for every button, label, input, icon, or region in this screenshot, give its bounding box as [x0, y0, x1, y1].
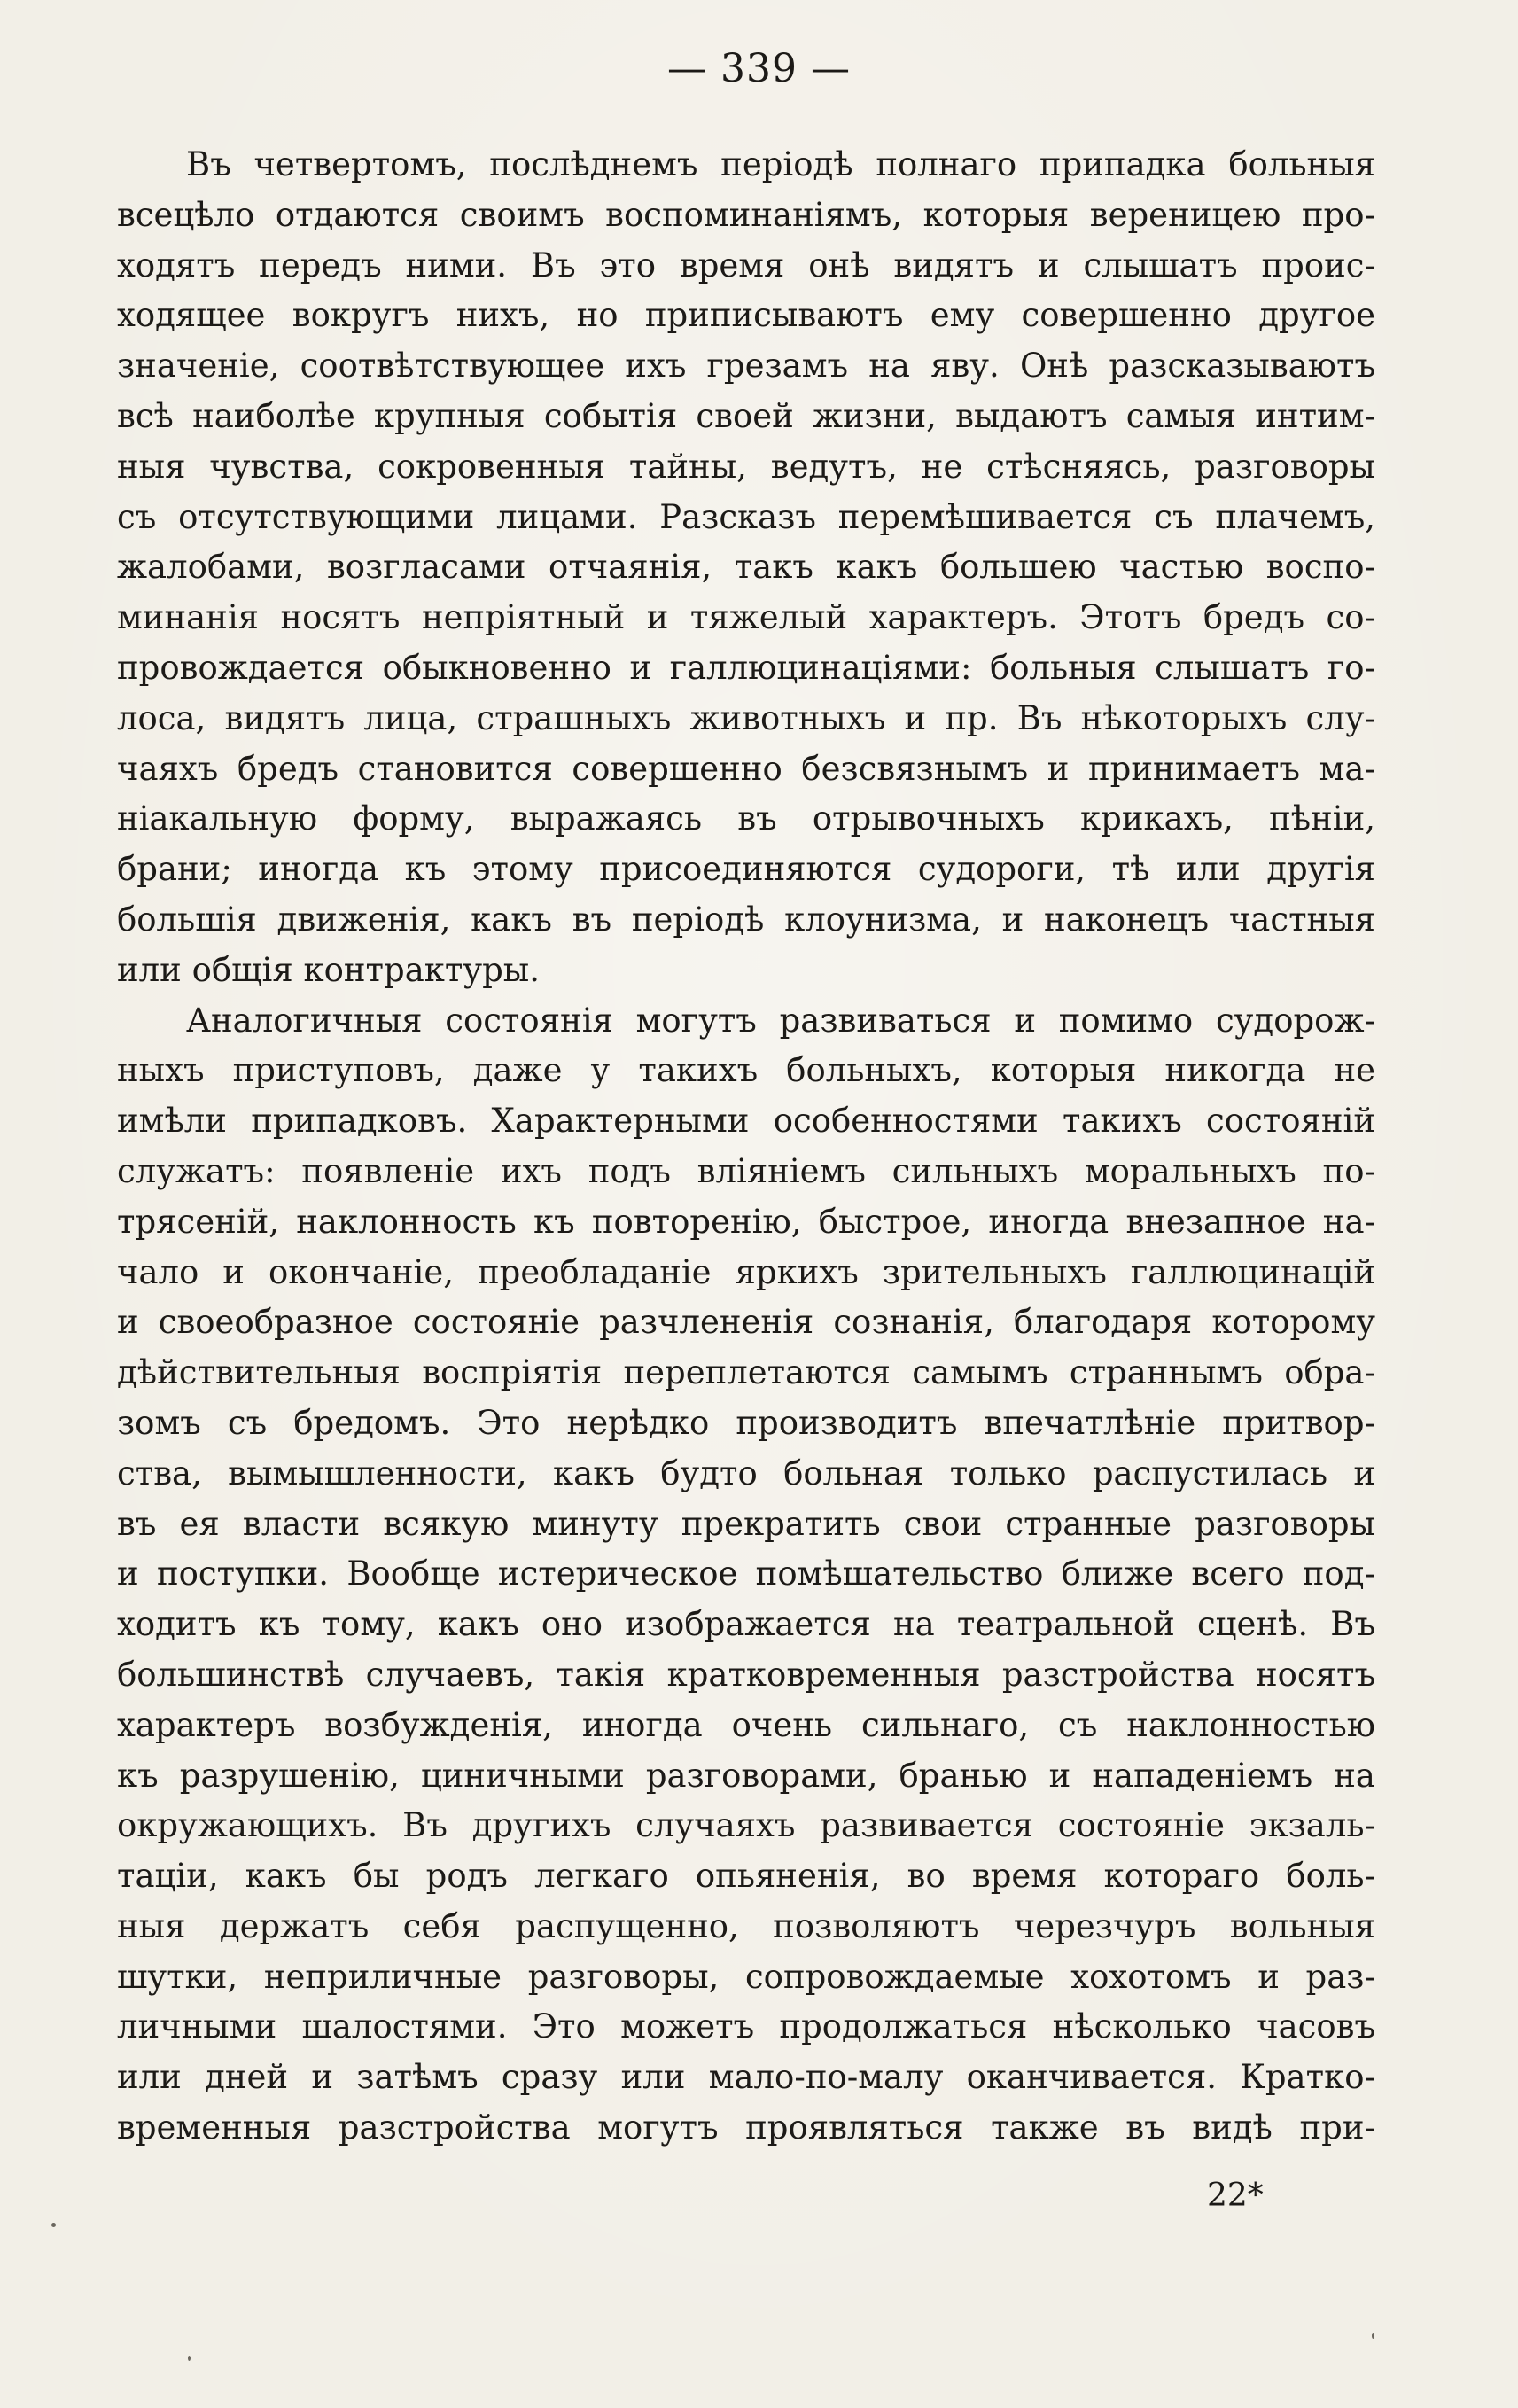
text-line: минанія носятъ непріятный и тяжелый характеръ. Этотъ бредъ со-: [117, 598, 1375, 637]
text-line: зомъ съ бредомъ. Это нерѣдко производитъ впечатлѣніе притвор-: [117, 1403, 1375, 1442]
text-line: личными шалостями. Это можетъ продолжаться нѣсколько часовъ: [117, 2007, 1375, 2046]
text-line: чало и окончаніе, преобладаніе яркихъ зрительныхъ галлюцинацій: [117, 1252, 1375, 1291]
text-line: ніакальную форму, выражаясь въ отрывочныхъ крикахъ, пѣніи,: [117, 799, 1375, 838]
scan-speck: [51, 2223, 56, 2227]
text-line: ныя чувства, сокровенныя тайны, ведутъ, не стѣсняясь, разговоры: [117, 447, 1375, 486]
text-line: дѣйствительныя воспріятія переплетаются самымъ страннымъ обра-: [117, 1353, 1375, 1392]
text-line: окружающихъ. Въ другихъ случаяхъ развивается состояніе экзаль-: [117, 1806, 1375, 1845]
text-line: съ отсутствующими лицами. Разсказъ перемѣшивается съ плачемъ,: [117, 497, 1375, 536]
text-line: Аналогичныя состоянія могутъ развиваться и помимо судорож-: [186, 1001, 1375, 1040]
text-line: ходятъ передъ ними. Въ это время онѣ видятъ и слышатъ проис-: [117, 245, 1375, 284]
text-line: лоса, видятъ лица, страшныхъ животныхъ и пр. Въ нѣкоторыхъ слу-: [117, 698, 1375, 737]
text-line: ходящее вокругъ нихъ, но приписываютъ ему совершенно другое: [117, 296, 1375, 335]
scan-speck: [188, 2356, 191, 2361]
text-line: всѣ наиболѣе крупныя событія своей жизни, выдаютъ самыя интим-: [117, 396, 1375, 435]
text-line: или дней и затѣмъ сразу или мало-по-малу оканчивается. Кратко-: [117, 2058, 1375, 2097]
text-line: значеніе, соотвѣтствующее ихъ грезамъ на яву. Онѣ разсказываютъ: [117, 347, 1375, 386]
text-line: всецѣло отдаются своимъ воспоминаніямъ, которыя вереницею про-: [117, 195, 1375, 234]
text-line: ныхъ приступовъ, даже у такихъ больныхъ, которыя никогда не: [117, 1051, 1375, 1090]
paragraph-1: [117, 140, 1375, 996]
text-line: провождается обыкновенно и галлюцинаціями: больныя слышатъ го-: [117, 648, 1375, 687]
text-line: или общія контрактуры.: [117, 950, 541, 989]
text-line: Въ четвертомъ, послѣднемъ періодѣ полнаго припадка больныя: [186, 145, 1375, 183]
text-line: таціи, какъ бы родъ легкаго опьяненія, во время котораго боль-: [117, 1857, 1375, 1896]
text-line: брани; иногда къ этому присоединяются судороги, тѣ или другія: [117, 850, 1375, 889]
text-line: ства, вымышленности, какъ будто больная только распустилась и: [117, 1453, 1375, 1492]
page-number: — 339 —: [667, 46, 851, 91]
text-line: въ ея власти всякую минуту прекратить свои странные разговоры: [117, 1504, 1375, 1543]
paragraph-2: [117, 996, 1375, 2154]
text-line: временныя разстройства могутъ проявляться также въ видѣ при-: [117, 2108, 1375, 2147]
printer-signature-mark: 22*: [1207, 2178, 1264, 2214]
text-line: шутки, неприличные разговоры, сопровождаемые хохотомъ и раз-: [117, 1957, 1375, 1996]
text-line: къ разрушенію, циничными разговорами, бранью и нападеніемъ на: [117, 1756, 1375, 1795]
scan-speck: [1372, 2333, 1374, 2339]
text-line: жалобами, возгласами отчаянія, такъ какъ большею частью воспо-: [117, 548, 1375, 587]
text-line: и поступки. Вообще истерическое помѣшательство ближе всего под-: [117, 1555, 1375, 1594]
text-line: большія движенія, какъ въ періодѣ клоунизма, и наконецъ частныя: [117, 900, 1375, 939]
text-line: ходитъ къ тому, какъ оно изображается на театральной сценѣ. Въ: [117, 1605, 1375, 1644]
text-line: служатъ: появленіе ихъ подъ вліяніемъ сильныхъ моральныхъ по-: [117, 1151, 1375, 1190]
text-line: и своеобразное состояніе разчлененія сознанія, благодаря которому: [117, 1303, 1375, 1342]
text-line: имѣли припадковъ. Характерными особенностями такихъ состояній: [117, 1102, 1375, 1141]
text-line: характеръ возбужденія, иногда очень сильнаго, съ наклонностью: [117, 1705, 1375, 1744]
text-line: большинствѣ случаевъ, такія кратковременныя разстройства носятъ: [117, 1655, 1375, 1694]
text-line: трясеній, наклонность къ повторенію, быстрое, иногда внезапное на-: [117, 1202, 1375, 1241]
body-text: [117, 140, 1375, 2154]
text-line: чаяхъ бредъ становится совершенно безсвязнымъ и принимаетъ ма-: [117, 749, 1375, 788]
text-line: ныя держатъ себя распущенно, позволяютъ черезчуръ вольныя: [117, 1906, 1375, 1945]
